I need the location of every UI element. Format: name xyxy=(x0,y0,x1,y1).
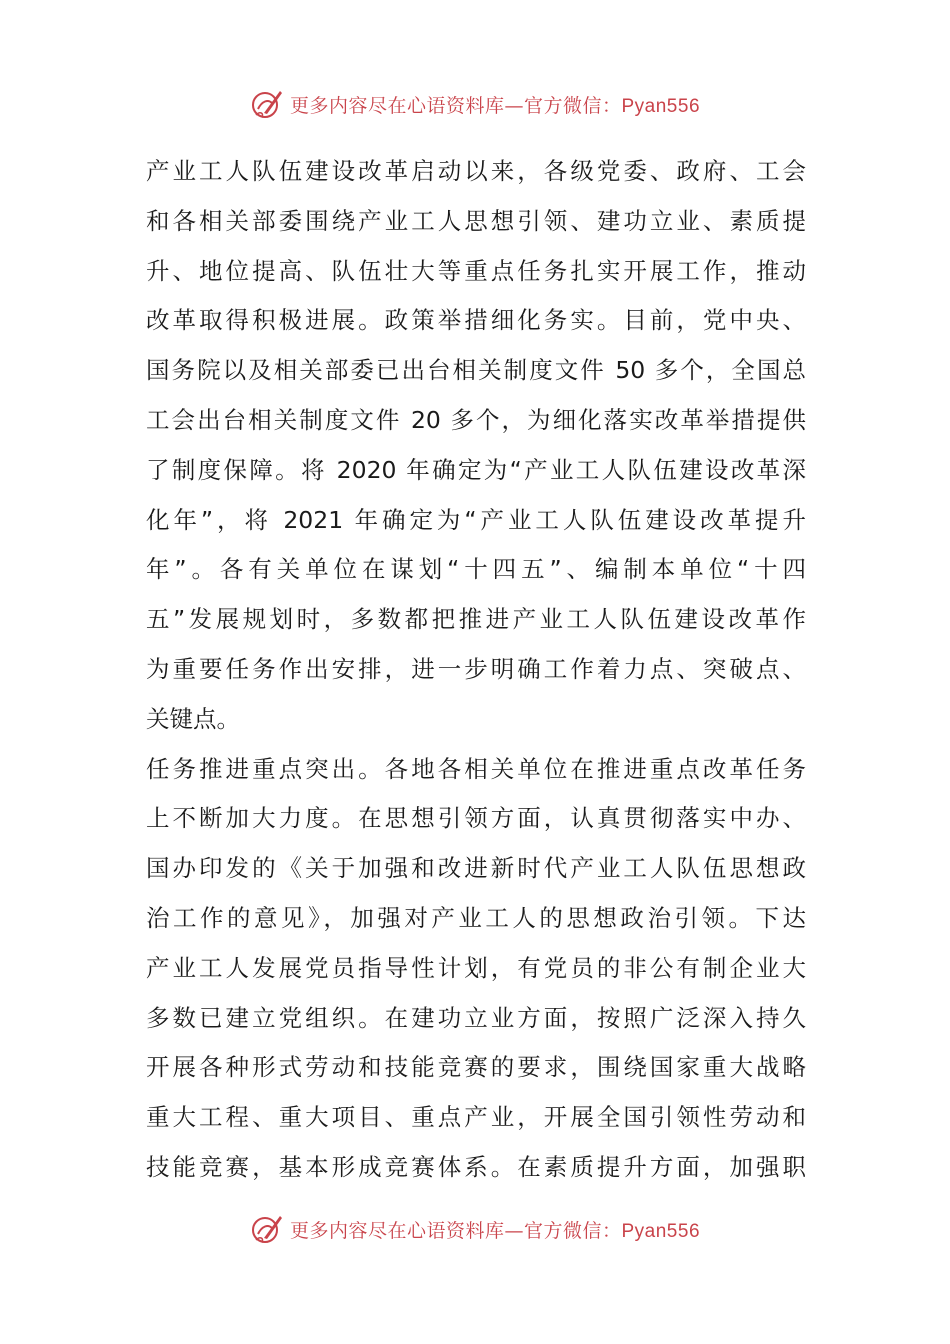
text-line: 任务推进重点突出。各地各相关单位在推进重点改革任务 xyxy=(146,754,806,783)
text-line: 上不断加大力度。在思想引领方面，认真贯彻落实中办、 xyxy=(146,804,806,833)
banner-wechat-id: Pyan556 xyxy=(621,1220,701,1242)
text-line: 五”发展规划时，多数都把推进产业工人队伍建设改革作 xyxy=(146,605,806,634)
text-line: 治工作的意见》，加强对产业工人的思想政治引领。下达 xyxy=(146,903,806,932)
text-line: 多数已建立党组织。在建功立业方面，按照广泛深入持久 xyxy=(146,1003,806,1032)
text-line: 改革取得积极进展。政策举措细化务实。目前，党中央、 xyxy=(146,306,806,335)
banner-wechat-id: Pyan556 xyxy=(621,95,701,117)
banner-wechat-label: 官方微信： xyxy=(523,1219,622,1242)
text-line: 年”。各有关单位在谋划“十四五”、编制本单位“十四 xyxy=(146,555,806,584)
banner-title: 更多内容尽在心语资料库— xyxy=(289,1219,524,1242)
text-line: 产业工人发展党员指导性计划，有党员的非公有制企业大 xyxy=(146,953,806,982)
banner-wechat-label: 官方微信： xyxy=(523,94,622,117)
paragraph-1 xyxy=(146,147,806,745)
text-line: 国办印发的《关于加强和改进新时代产业工人队伍思想政 xyxy=(146,854,806,883)
text-line: 工会出台相关制度文件 20 多个，为细化落实改革举措提供 xyxy=(146,405,806,434)
document-body xyxy=(146,147,806,1193)
banner-text xyxy=(290,91,700,118)
text-line: 和各相关部委围绕产业工人思想引领、建功立业、素质提 xyxy=(146,206,806,235)
text-line: 重大工程、重大项目、重点产业，开展全国引领性劳动和 xyxy=(146,1103,806,1132)
paragraph-2 xyxy=(146,745,806,1193)
pen-logo-icon xyxy=(250,1212,284,1246)
text-line: 关键点。 xyxy=(146,704,240,733)
banner-text xyxy=(290,1216,700,1243)
banner-title: 更多内容尽在心语资料库— xyxy=(289,94,524,117)
text-line: 产业工人队伍建设改革启动以来，各级党委、政府、工会 xyxy=(146,157,806,185)
footer-banner xyxy=(0,1207,950,1251)
pen-logo-icon xyxy=(250,87,284,121)
text-line: 为重要任务作出安排，进一步明确工作着力点、突破点、 xyxy=(146,654,806,683)
header-banner xyxy=(0,82,950,126)
text-line: 升、地位提高、队伍壮大等重点任务扎实开展工作，推动 xyxy=(146,256,806,285)
text-line: 开展各种形式劳动和技能竞赛的要求，围绕国家重大战略 xyxy=(146,1053,806,1082)
text-line: 国务院以及相关部委已出台相关制度文件 50 多个，全国总 xyxy=(146,356,806,385)
text-line: 了制度保障。将 2020 年确定为“产业工人队伍建设改革深 xyxy=(146,455,806,484)
text-line: 化年”，将 2021 年确定为“产业工人队伍建设改革提升 xyxy=(146,505,806,534)
text-line: 技能竞赛，基本形成竞赛体系。在素质提升方面，加强职 xyxy=(146,1152,806,1181)
